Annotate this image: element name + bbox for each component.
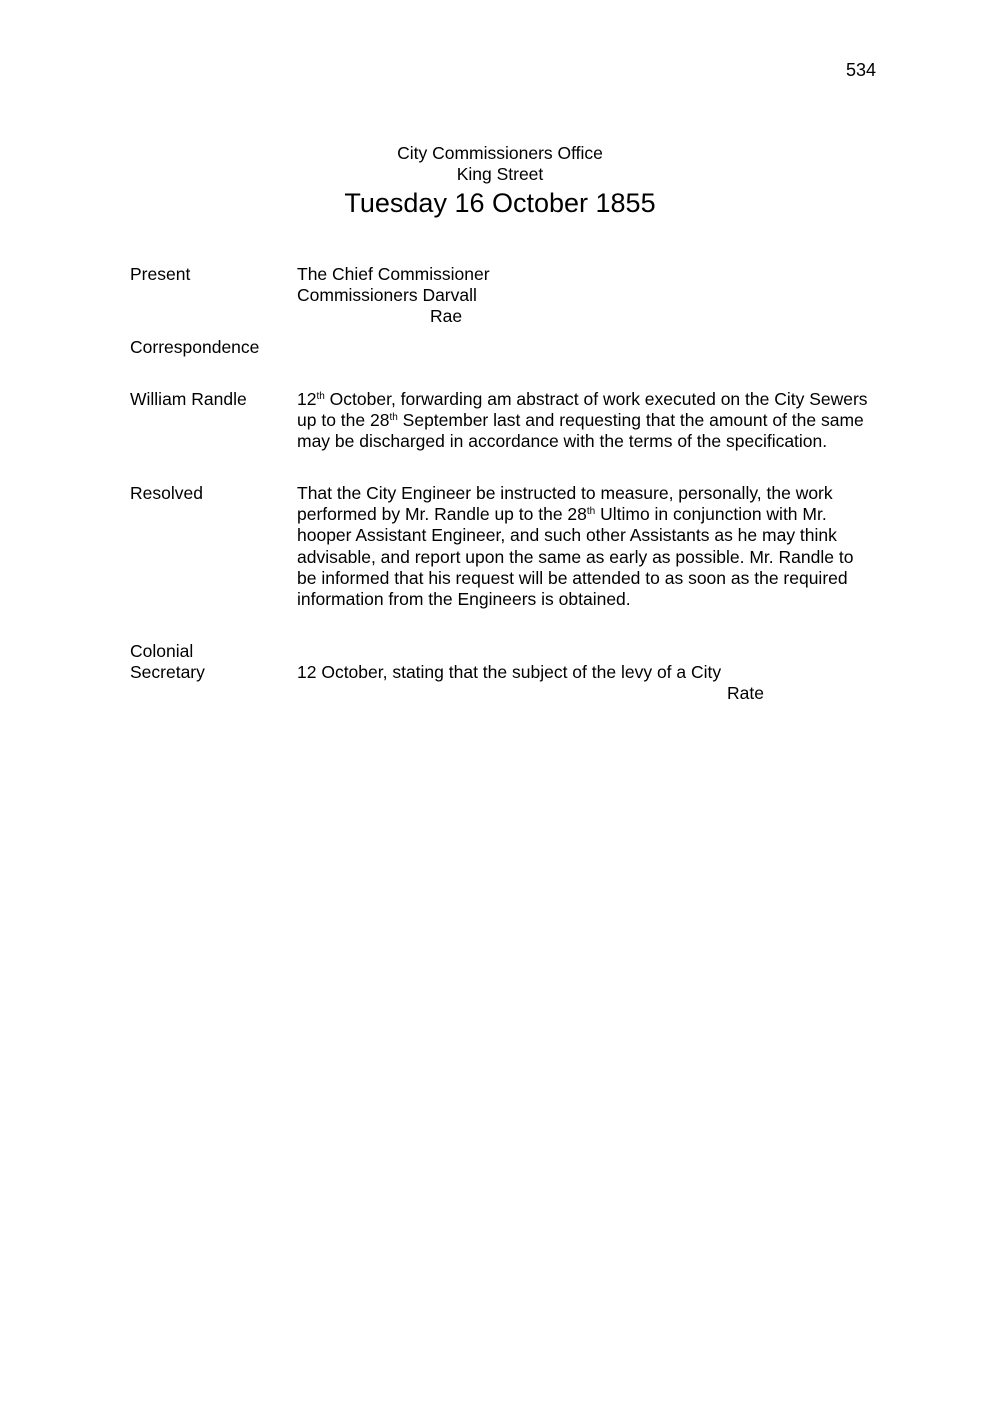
minutes-header	[0, 143, 1000, 219]
present-label: Present	[130, 264, 191, 284]
text-run: September last and requesting that the amount of the same	[397, 410, 864, 431]
label-line: Colonial	[130, 641, 194, 661]
randle-label: William Randle	[130, 389, 247, 409]
text-line: hooper Assistant Engineer, and such other Assistants as he may think	[297, 525, 837, 546]
present-line: Commissioners Darvall	[297, 285, 477, 306]
present-line: Rae	[430, 306, 463, 327]
ordinal-suffix: th	[316, 391, 325, 402]
text-line: be informed that his request will be attended to as soon as the required	[297, 567, 848, 588]
resolved-text	[297, 483, 917, 610]
text-line	[297, 389, 917, 410]
label-line: Secretary	[130, 662, 205, 683]
ordinal-suffix: th	[389, 412, 398, 424]
office-street: King Street	[456, 164, 544, 184]
text-run: performed by Mr. Randle up to the 28	[297, 504, 587, 525]
text-line: 12 October, stating that the subject of the levy of a City	[297, 662, 722, 683]
randle-text	[297, 389, 917, 453]
catchword: Rate	[727, 683, 764, 704]
page-number: 534	[846, 60, 877, 80]
colonial-label	[130, 641, 290, 683]
text-run: 12	[297, 389, 317, 409]
meeting-date: Tuesday 16 October 1855	[344, 188, 656, 218]
text-line: advisable, and report upon the same as early as possible. Mr. Randle to	[297, 546, 854, 567]
resolved-label: Resolved	[130, 483, 203, 503]
colonial-text	[297, 662, 917, 704]
text-run: Ultimo in conjunction with Mr.	[595, 504, 827, 525]
text-line	[297, 504, 917, 525]
text-line: That the City Engineer be instructed to measure, personally, the work	[297, 483, 833, 503]
present-list	[297, 264, 917, 328]
text-run: October, forwarding am abstract of work executed on the City Sewers	[324, 389, 868, 409]
text-line: may be discharged in accordance with the terms of the specification.	[297, 431, 828, 452]
ordinal-suffix: th	[586, 506, 596, 518]
office-name: City Commissioners Office	[397, 143, 603, 163]
text-run: up to the 28	[297, 410, 390, 431]
present-line: The Chief Commissioner	[297, 264, 490, 284]
text-line: information from the Engineers is obtained.	[297, 589, 631, 610]
correspondence-label: Correspondence	[130, 337, 260, 357]
text-line	[297, 410, 917, 431]
